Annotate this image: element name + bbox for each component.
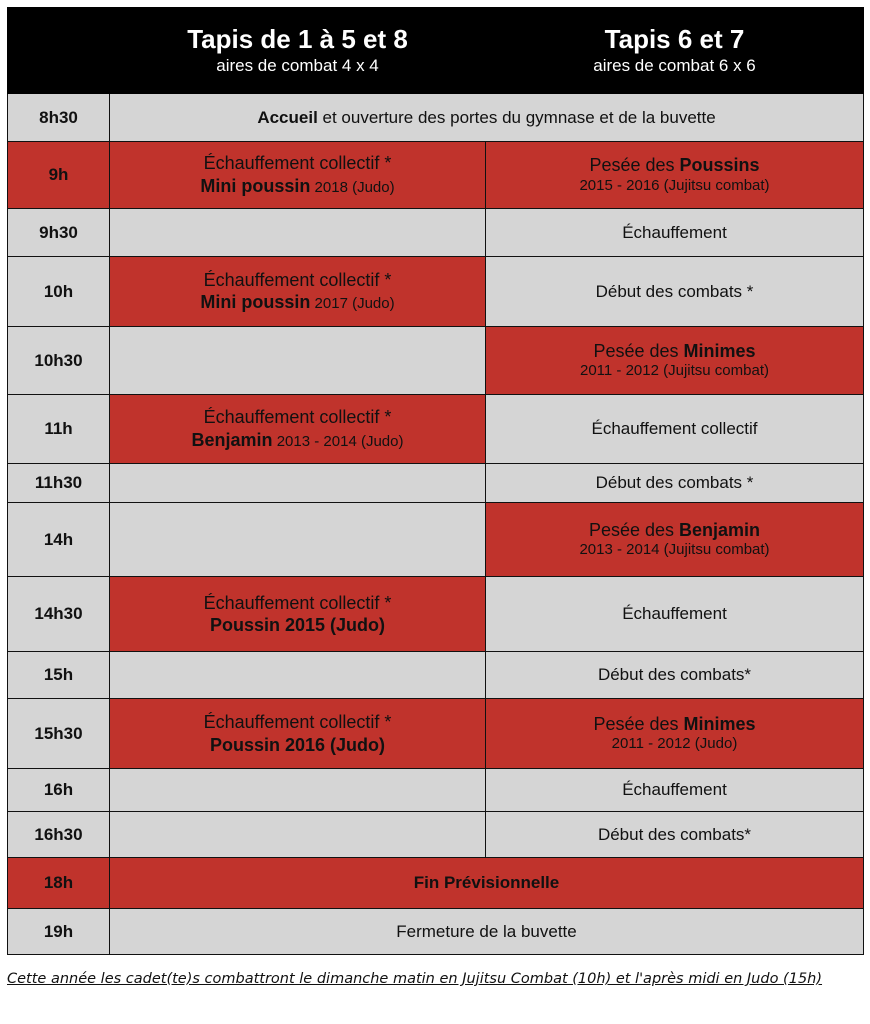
mats-1-5-8-cell [110, 464, 486, 503]
category-name: Poussin 2015 (Judo) [209, 615, 386, 635]
cell-line: Échauffement collectif * [203, 592, 392, 613]
header-row [8, 8, 864, 94]
mats-1-5-8-cell [110, 209, 486, 257]
mats-1-5-8-cell [110, 142, 486, 209]
time-cell: 19h [8, 909, 110, 955]
time-cell: 9h30 [8, 209, 110, 257]
cell-line: Pesée des [588, 519, 680, 540]
category-name: Benjamin [679, 519, 761, 540]
mats-6-7-cell: Échauffement [486, 209, 864, 257]
mats-1-5-8-cell [110, 812, 486, 858]
table-row [8, 503, 864, 577]
category-years: 2017 (Judo) [310, 295, 395, 313]
category-years: 2013 - 2014 (Jujitsu combat) [579, 541, 770, 559]
time-cell: 15h30 [8, 699, 110, 769]
time-cell: 14h [8, 503, 110, 577]
header-mats-6-7 [486, 8, 864, 94]
category-years: 2018 (Judo) [310, 178, 395, 196]
cell-line: Échauffement collectif * [203, 712, 392, 732]
cell-line: Échauffement collectif * [203, 407, 392, 428]
table-row [8, 464, 864, 503]
category-name: Mini poussin [200, 292, 311, 313]
cell-line: Pesée des [589, 155, 680, 176]
table-row [8, 577, 864, 652]
cell-text: et ouverture des portes du gymnase et de la buvette [317, 107, 716, 127]
time-cell: 11h30 [8, 464, 110, 503]
mats-6-7-cell: Échauffement collectif [486, 395, 864, 464]
mats-6-7-cell [486, 142, 864, 209]
mats-6-7-cell [486, 503, 864, 577]
header-mats-1-5-8 [110, 8, 486, 94]
time-cell: 14h30 [8, 577, 110, 652]
merged-cell: Fin Prévisionnelle [110, 858, 864, 909]
category-years: 2011 - 2012 (Jujitsu combat) [580, 362, 769, 380]
mats-6-7-cell: Début des combats* [486, 652, 864, 699]
time-cell: 11h [8, 395, 110, 464]
mats-1-5-8-cell [110, 327, 486, 395]
mats-6-7-cell [486, 327, 864, 395]
table-row [8, 858, 864, 909]
table-row [8, 209, 864, 257]
time-cell: 9h [8, 142, 110, 209]
mats-1-5-8-cell [110, 395, 486, 464]
cell-bold-text: Accueil [257, 107, 318, 127]
category-years: 2011 - 2012 (Judo) [611, 735, 738, 753]
table-row [8, 257, 864, 327]
cell-line: Échauffement collectif * [203, 269, 392, 290]
cell-line: Pesée des [593, 340, 684, 361]
table-row [8, 652, 864, 699]
mats-6-7-cell: Début des combats * [486, 464, 864, 503]
time-cell: 10h [8, 257, 110, 327]
mats-1-5-8-cell [110, 769, 486, 812]
header-time-cell [8, 8, 110, 94]
time-cell: 16h [8, 769, 110, 812]
mats-6-7-cell [486, 699, 864, 769]
mats-6-7-cell: Échauffement [486, 577, 864, 652]
mats-1-5-8-cell [110, 652, 486, 699]
mats-1-5-8-cell [110, 503, 486, 577]
time-cell: 16h30 [8, 812, 110, 858]
category-name: Minimes [683, 713, 756, 734]
time-cell: 8h30 [8, 94, 110, 142]
mats-1-5-8-cell [110, 577, 486, 652]
category-name: Poussin 2016 (Judo) [209, 734, 386, 755]
header-col-b-subtitle: aires de combat 6 x 6 [593, 55, 756, 75]
table-row [8, 142, 864, 209]
cell-line: Pesée des [593, 713, 684, 734]
header-col-b-title: Tapis 6 et 7 [604, 23, 745, 54]
table-row [8, 699, 864, 769]
category-name: Mini poussin [200, 175, 311, 196]
header-col-a-title: Tapis de 1 à 5 et 8 [187, 23, 408, 54]
category-name: Minimes [683, 340, 756, 361]
time-cell: 18h [8, 858, 110, 909]
table-row [8, 94, 864, 142]
category-years: 2015 - 2016 (Jujitsu combat) [579, 176, 770, 194]
table-row [8, 395, 864, 464]
merged-cell: Fermeture de la buvette [110, 909, 864, 955]
mats-6-7-cell: Début des combats * [486, 257, 864, 327]
category-name: Poussins [679, 155, 760, 176]
schedule-table [7, 7, 864, 955]
category-name: Benjamin [191, 429, 273, 450]
mats-6-7-cell: Début des combats* [486, 812, 864, 858]
table-row [8, 909, 864, 955]
footnote: Cette année les cadet(te)s combattront le dimanche matin en Jujitsu Combat (10h) et l'après midi en Judo (15h) [7, 971, 823, 987]
mats-6-7-cell: Échauffement [486, 769, 864, 812]
table-row [8, 327, 864, 395]
table-row [8, 812, 864, 858]
mats-1-5-8-cell [110, 257, 486, 327]
header-col-a-subtitle: aires de combat 4 x 4 [216, 55, 379, 75]
table-row [8, 769, 864, 812]
merged-cell [110, 94, 864, 142]
time-cell: 10h30 [8, 327, 110, 395]
category-years: 2013 - 2014 (Judo) [272, 432, 404, 450]
time-cell: 15h [8, 652, 110, 699]
cell-line: Échauffement collectif * [203, 153, 392, 174]
mats-1-5-8-cell [110, 699, 486, 769]
